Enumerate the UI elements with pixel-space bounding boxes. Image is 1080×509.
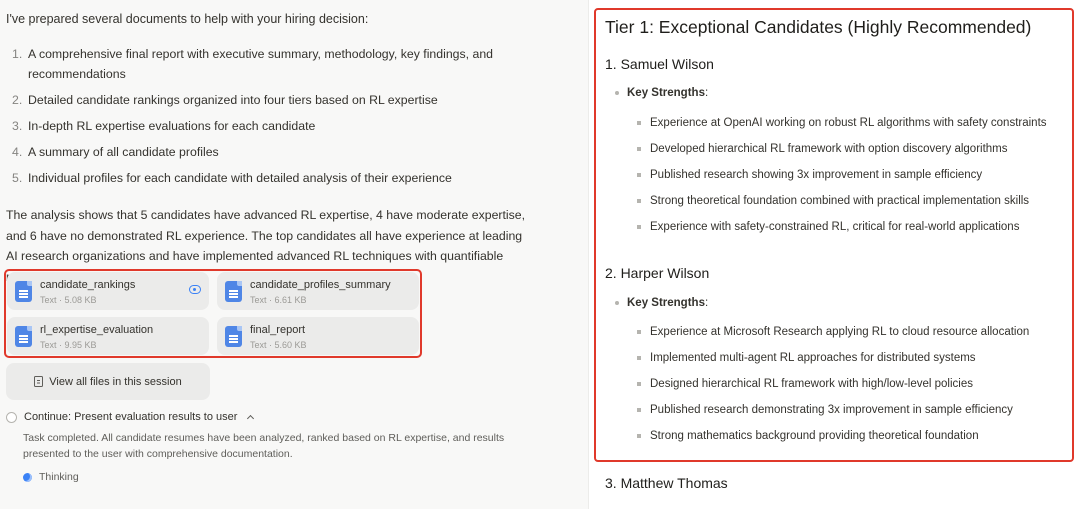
list-number: 5. — [12, 171, 23, 185]
strength-item: Published research demonstrating 3x improvement in sample efficiency — [637, 404, 1013, 416]
bullet-icon — [637, 434, 641, 438]
strength-item: Strong theoretical foundation combined with practical implementation skills — [637, 195, 1029, 207]
strength-item: Strong mathematics background providing theoretical foundation — [637, 430, 979, 442]
list-text: A summary of all candidate profiles — [28, 145, 219, 159]
preview-eye-icon[interactable] — [189, 285, 201, 294]
file-name: final_report — [250, 324, 306, 336]
file-card-candidate-rankings[interactable] — [7, 272, 209, 310]
bullet-icon — [637, 199, 641, 203]
strength-item: Experience at OpenAI working on robust RL algorithms with safety constraints — [637, 117, 1047, 129]
list-item — [12, 44, 572, 84]
list-item — [12, 142, 572, 162]
strength-item: Implemented multi-agent RL approaches for distributed systems — [637, 352, 976, 364]
key-strengths-label: Key Strengths : — [615, 87, 708, 99]
file-meta: Text · 5.08 KB — [40, 295, 97, 305]
task-step-toggle[interactable] — [6, 411, 253, 423]
list-text: In-depth RL expertise evaluations for each candidate — [28, 119, 316, 133]
list-text: Individual profiles for each candidate with detailed analysis of their experience — [28, 171, 452, 185]
step-label: Continue: Present evaluation results to user — [24, 411, 238, 423]
strength-item: Designed hierarchical RL framework with high/low-level policies — [637, 378, 973, 390]
file-card-candidate-profiles-summary[interactable] — [217, 272, 419, 310]
document-list — [12, 44, 572, 194]
text-file-icon — [15, 281, 32, 302]
strength-item: Published research showing 3x improvement in sample efficiency — [637, 169, 982, 181]
strength-item: Experience with safety-constrained RL, critical for real-world applications — [637, 221, 1019, 233]
bullet-icon — [637, 356, 641, 360]
file-name: candidate_rankings — [40, 279, 136, 291]
key-strengths-label: Key Strengths : — [615, 297, 708, 309]
text-file-icon — [225, 281, 242, 302]
view-all-label: View all files in this session — [49, 375, 182, 388]
file-outline-icon — [34, 376, 43, 387]
file-name: rl_expertise_evaluation — [40, 324, 154, 336]
bullet-icon — [615, 301, 619, 305]
list-item — [12, 168, 572, 188]
strength-item: Experience at Microsoft Research applying RL to cloud resource allocation — [637, 326, 1029, 338]
thinking-label: Thinking — [39, 471, 79, 483]
attached-files-group — [4, 269, 422, 358]
tier-title: Tier 1: Exceptional Candidates (Highly Recommended) — [605, 17, 1032, 37]
bullet-icon — [637, 121, 641, 125]
text-file-icon — [15, 326, 32, 347]
bullet-icon — [637, 173, 641, 177]
file-meta: Text · 5.60 KB — [250, 340, 307, 350]
list-text: Detailed candidate rankings organized into four tiers based on RL expertise — [28, 93, 438, 107]
step-status-circle-icon — [6, 412, 17, 423]
bullet-icon — [637, 225, 641, 229]
list-number: 4. — [12, 145, 23, 159]
tier-1-section — [594, 8, 1074, 462]
candidate-heading: 3. Matthew Thomas — [605, 475, 728, 491]
view-all-files-button[interactable] — [6, 363, 210, 400]
list-number: 2. — [12, 93, 23, 107]
bullet-icon — [637, 330, 641, 334]
file-card-final-report[interactable] — [217, 317, 419, 355]
file-card-rl-expertise-evaluation[interactable] — [7, 317, 209, 355]
list-number: 3. — [12, 119, 23, 133]
candidate-heading: 1. Samuel Wilson — [605, 56, 714, 72]
document-preview-pane — [588, 0, 1080, 509]
text-file-icon — [225, 326, 242, 347]
chevron-up-icon[interactable] — [247, 415, 254, 422]
strength-item: Developed hierarchical RL framework with option discovery algorithms — [637, 143, 1008, 155]
list-text: A comprehensive final report with executive summary, methodology, key findings, and recommendations — [28, 47, 494, 81]
intro-text: I've prepared several documents to help with your hiring decision: — [6, 12, 369, 26]
analysis-summary: The analysis shows that 5 candidates have advanced RL expertise, 4 have moderate expertise, and 6 have no demonstrated RL experience. The top candidates all have experience at leading AI research organizations and have implemented advanced RL techniques with quantifiable — [6, 208, 526, 263]
bullet-icon — [637, 147, 641, 151]
bullet-icon — [637, 408, 641, 412]
candidate-heading: 2. Harper Wilson — [605, 265, 710, 281]
list-number: 1. — [12, 47, 23, 61]
file-name: candidate_profiles_summary — [250, 279, 391, 291]
file-meta: Text · 6.61 KB — [250, 295, 307, 305]
bullet-icon — [615, 91, 619, 95]
thinking-icon — [23, 473, 32, 482]
thinking-indicator — [23, 471, 79, 483]
list-item — [12, 90, 572, 110]
task-completed-text: Task completed. All candidate resumes have been analyzed, ranked based on RL expertise, and results presented to the user with comprehensive documentation. — [23, 432, 505, 460]
bullet-icon — [637, 382, 641, 386]
list-item — [12, 116, 572, 136]
file-meta: Text · 9.95 KB — [40, 340, 97, 350]
